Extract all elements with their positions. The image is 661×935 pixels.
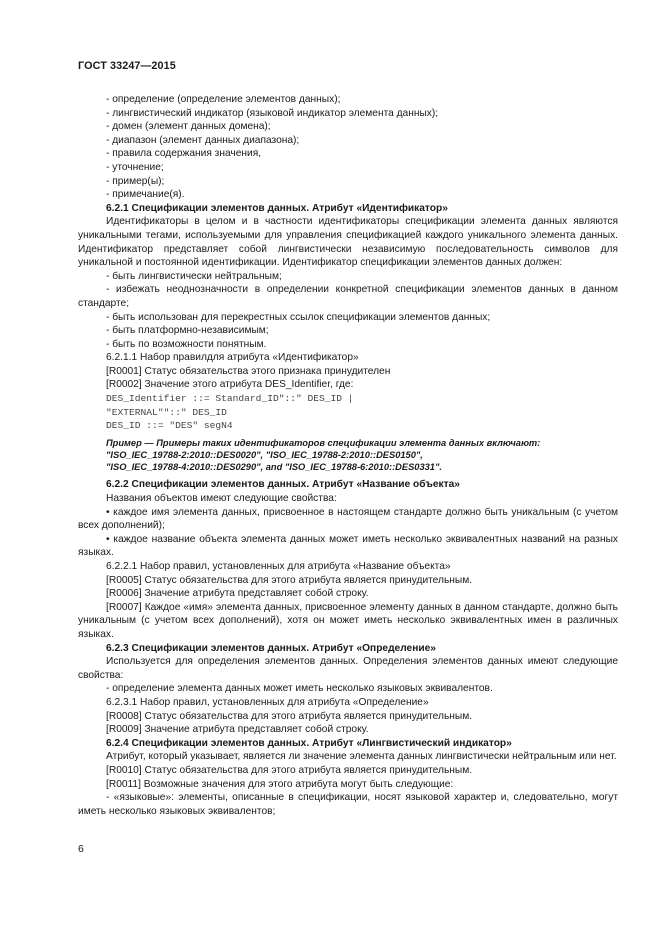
rule-r0010: [R0010] Статус обязательства для этого атрибута является принудительным. bbox=[106, 764, 473, 776]
example-line: "ISO_IEC_19788-2:2010::DES0020", "ISO_IEC_19788-2:2010::DES0150", bbox=[106, 450, 423, 461]
paragraph: Используется для определения элементов данных. Определения элементов данных имеют следующие свойства: bbox=[78, 656, 618, 681]
list-item: - уточнение; bbox=[106, 161, 164, 173]
list-item: - быть платформно-независимым; bbox=[106, 325, 269, 337]
list-item: - «языковые»: элементы, описанные в спецификации, носят языковой характер и, следовательно, могут иметь несколько языковых эквивалентов; bbox=[78, 792, 618, 817]
code-line: DES_ID ::= "DES" segN4 bbox=[106, 420, 233, 432]
page-content bbox=[78, 93, 618, 818]
example-block bbox=[78, 437, 618, 474]
rule-r0001: [R0001] Статус обязательства этого признака принудителен bbox=[106, 365, 391, 377]
list-item: - правила содержания значения, bbox=[106, 148, 262, 160]
bullet-item: • каждое название объекта элемента данных может иметь несколько эквивалентных названий на разных языках. bbox=[78, 533, 618, 559]
list-item: - быть использован для перекрестных ссылок спецификации элементов данных; bbox=[106, 311, 491, 323]
rule-r0002: [R0002] Значение этого атрибута DES_Identifier, где: bbox=[106, 379, 354, 391]
attribute-list bbox=[78, 93, 618, 202]
example-line: Пример — Примеры таких идентификаторов спецификации элемента данных включают: bbox=[106, 437, 541, 448]
rule-r0008: [R0008] Статус обязательства для этого атрибута является принудительным. bbox=[106, 710, 473, 722]
code-line: DES_Identifier ::= Standard_ID"::" DES_ID | bbox=[106, 393, 354, 405]
subsection-heading: 6.2.2.1 Набор правил, установленных для атрибута «Название объекта» bbox=[106, 561, 451, 573]
rule-r0011: [R0011] Возможные значения для этого атрибута могут быть следующие: bbox=[106, 778, 454, 790]
section-heading-6-2-1: 6.2.1 Спецификации элементов данных. Атрибут «Идентификатор» bbox=[106, 202, 448, 214]
list-item: - определение элемента данных может иметь несколько языковых эквивалентов. bbox=[106, 683, 493, 695]
page-header-standard: ГОСТ 33247—2015 bbox=[78, 60, 176, 72]
rule-r0006: [R0006] Значение атрибута представляет собой строку. bbox=[106, 588, 369, 600]
list-item: - лингвистический индикатор (языковой индикатор элемента данных); bbox=[106, 107, 439, 119]
code-line: "EXTERNAL""::" DES_ID bbox=[106, 406, 227, 418]
section-heading-6-2-2: 6.2.2 Спецификации элементов данных. Атрибут «Название объекта» bbox=[106, 479, 460, 491]
list-item: - пример(ы); bbox=[106, 175, 165, 187]
list-item: - определение (определение элементов данных); bbox=[106, 94, 341, 105]
page-number: 6 bbox=[78, 843, 84, 855]
list-item: - домен (элемент данных домена); bbox=[106, 121, 271, 133]
rule-r0007: [R0007] Каждое «имя» элемента данных, присвоенное элементу данных в данном стандарте, должно быть уникальным (с учетом всех дополнений), хотя он может иметь несколько эквивалентных имен в различных языках. bbox=[78, 601, 618, 640]
list-item: - примечание(я). bbox=[106, 189, 185, 201]
subsection-heading: 6.2.1.1 Набор правилдля атрибута «Идентификатор» bbox=[106, 352, 359, 364]
rule-r0005: [R0005] Статус обязательства для этого атрибута является принудительным. bbox=[106, 574, 473, 586]
list-item: - избежать неоднозначности в определении конкретной спецификации элементов данных в данном стандарте; bbox=[78, 284, 618, 309]
list-item: - быть по возможности понятным. bbox=[106, 338, 267, 350]
subsection-heading: 6.2.3.1 Набор правил, установленных для атрибута «Определение» bbox=[106, 696, 429, 708]
rule-r0009: [R0009] Значение атрибута представляет собой строку. bbox=[106, 724, 369, 736]
section-heading-6-2-3: 6.2.3 Спецификации элементов данных. Атрибут «Определение» bbox=[106, 642, 436, 654]
paragraph: Атрибут, который указывает, является ли значение элемента данных лингвистически нейтральным или нет. bbox=[106, 751, 617, 763]
example-line: "ISO_IEC_19788-4:2010::DES0290", and "ISO_IEC_19788-6:2010::DES0331". bbox=[106, 462, 442, 473]
section-heading-6-2-4: 6.2.4 Спецификации элементов данных. Атрибут «Лингвистический индикатор» bbox=[106, 737, 512, 749]
paragraph: Названия объектов имеют следующие свойства: bbox=[106, 493, 337, 505]
list-item: - диапазон (элемент данных диапазона); bbox=[106, 134, 300, 146]
paragraph: Идентификаторы в целом и в частности идентификаторы спецификации элемента данных являются уникальными тегами, используемыми для управления спецификацией каждого уникального элемента данных. Идентификатор представляет собой лингвистически независимую последовательность символов для уникальной и постоянной идентификации. Идентификатор спецификации элементов данных должен: bbox=[78, 216, 618, 269]
bullet-item: • каждое имя элемента данных, присвоенное в настоящем стандарте должно быть уникальным (с учетом всех дополнений); bbox=[78, 506, 618, 532]
list-item: - быть лингвистически нейтральным; bbox=[106, 270, 282, 282]
